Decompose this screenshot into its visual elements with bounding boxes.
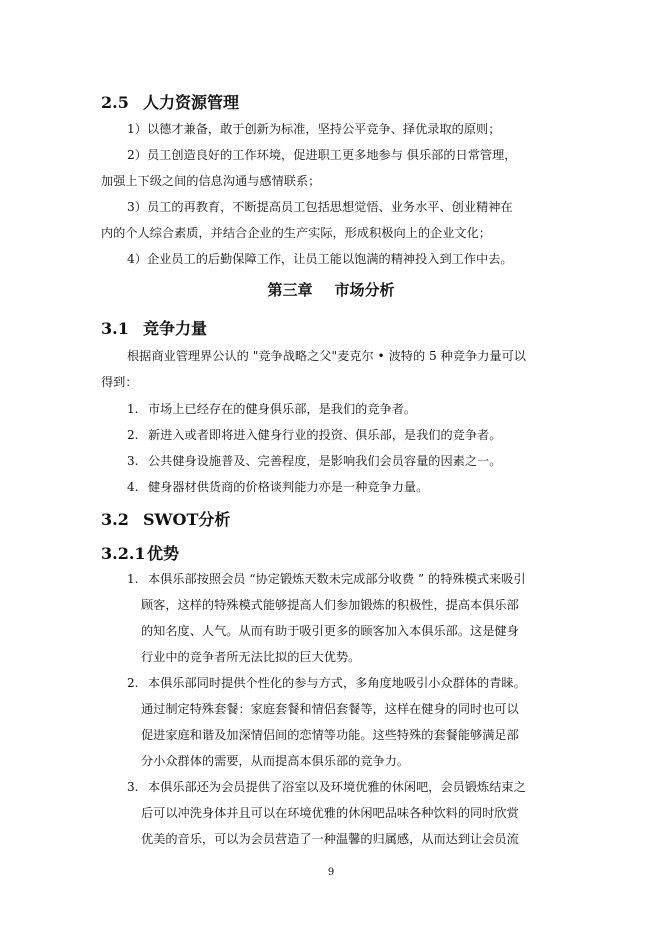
paragraph-line: 3）员工的再教育，不断提高员工包括思想觉悟、业务水平、创业精神在 — [127, 200, 513, 214]
section-number: 2.5 — [101, 93, 129, 112]
list-number: 2. — [127, 676, 139, 690]
section-title: 人力资源管理 — [143, 93, 240, 112]
list-number: 3. — [127, 780, 139, 794]
paragraph-line: 根据商业管理界公认的 "竞争战略之父"麦克尔 • 波特的 5 种竞争力量可以 — [127, 349, 526, 363]
list-item: 公共健身设施普及、完善程度，是影响我们会员容量的因素之一。 — [148, 454, 502, 468]
list-item-line: 优美的音乐，可以为会员营造了一种温馨的归属感，从而达到让会员流 — [141, 832, 519, 846]
page-number: 9 — [327, 867, 335, 878]
section-number: 3.2.1 — [101, 544, 146, 563]
list-item-line: 顾客，这样的特殊模式能够提高人们参加锻炼的积极性，提高本俱乐部 — [141, 598, 519, 612]
paragraph-line: 得到： — [101, 375, 138, 389]
chapter-title: 市场分析 — [334, 281, 395, 299]
list-item: 新进入或者即将进入健身行业的投资、俱乐部，是我们的竞争者。 — [148, 428, 502, 442]
paragraph-line: 4）企业员工的后勤保障工作，让员工能以饱满的精神投入到工作中去。 — [127, 252, 513, 266]
list-item-line: 本俱乐部按照会员 “协定锻炼天数未完成部分收费 ” 的特殊模式来吸引 — [148, 572, 526, 586]
list-item: 健身器材供货商的价格谈判能力亦是一种竞争力量。 — [148, 480, 429, 494]
list-item-line: 本俱乐部同时提供个性化的参与方式，多角度地吸引小众群体的青睐。 — [148, 676, 526, 690]
paragraph-line: 内的个人综合素质，并结合企业的生产实际，形成积极向上的企业文化； — [101, 226, 491, 240]
list-item-line: 通过制定特殊套餐：家庭套餐和情侣套餐等，这样在健身的同时也可以 — [141, 702, 519, 716]
section-heading-3-2-1 — [101, 541, 179, 564]
paragraph-line: 1）以德才兼备，敢于创新为标准，坚持公平竞争、择优录取的原则； — [127, 122, 501, 136]
list-item-line: 本俱乐部还为会员提供了浴室以及环境优雅的休闲吧，会员锻炼结束之 — [148, 780, 526, 794]
list-number: 4. — [127, 480, 139, 494]
list-item-line: 的知名度、人气。从而有助于吸引更多的顾客加入本俱乐部。这是健身 — [141, 624, 519, 638]
section-title: SWOT分析 — [143, 510, 231, 529]
chapter-heading — [0, 279, 662, 300]
section-title: 竞争力量 — [143, 319, 208, 338]
list-item-line: 行业中的竞争者所无法比拟的巨大优势。 — [141, 650, 361, 664]
section-number: 3.1 — [101, 319, 129, 338]
section-number: 3.2 — [101, 510, 129, 529]
chapter-label: 第三章 — [267, 281, 313, 299]
list-item-line: 促进家庭和谐及加深情侣间的恋情等功能。这些特殊的套餐能够满足部 — [141, 728, 519, 742]
list-number: 1. — [127, 402, 139, 416]
list-number: 3. — [127, 454, 139, 468]
list-item: 市场上已经存在的健身俱乐部，是我们的竞争者。 — [148, 402, 417, 416]
section-heading-2-5 — [101, 90, 239, 113]
list-number: 1. — [127, 572, 139, 586]
list-number: 2. — [127, 428, 139, 442]
list-item-line: 分小众群体的需要，从而提高本俱乐部的竞争力。 — [141, 754, 410, 768]
list-item-line: 后可以冲洗身体并且可以在环境优雅的休闲吧品味各种饮料的同时欣赏 — [141, 806, 519, 820]
paragraph-line: 加强上下级之间的信息沟通与感情联系； — [101, 174, 321, 188]
section-title: 优势 — [147, 544, 180, 563]
section-heading-3-1 — [101, 316, 207, 339]
paragraph-line: 2）员工创造良好的工作环境，促进职工更多地参与 俱乐部的日常管理， — [127, 148, 517, 162]
section-heading-3-2 — [101, 507, 230, 530]
